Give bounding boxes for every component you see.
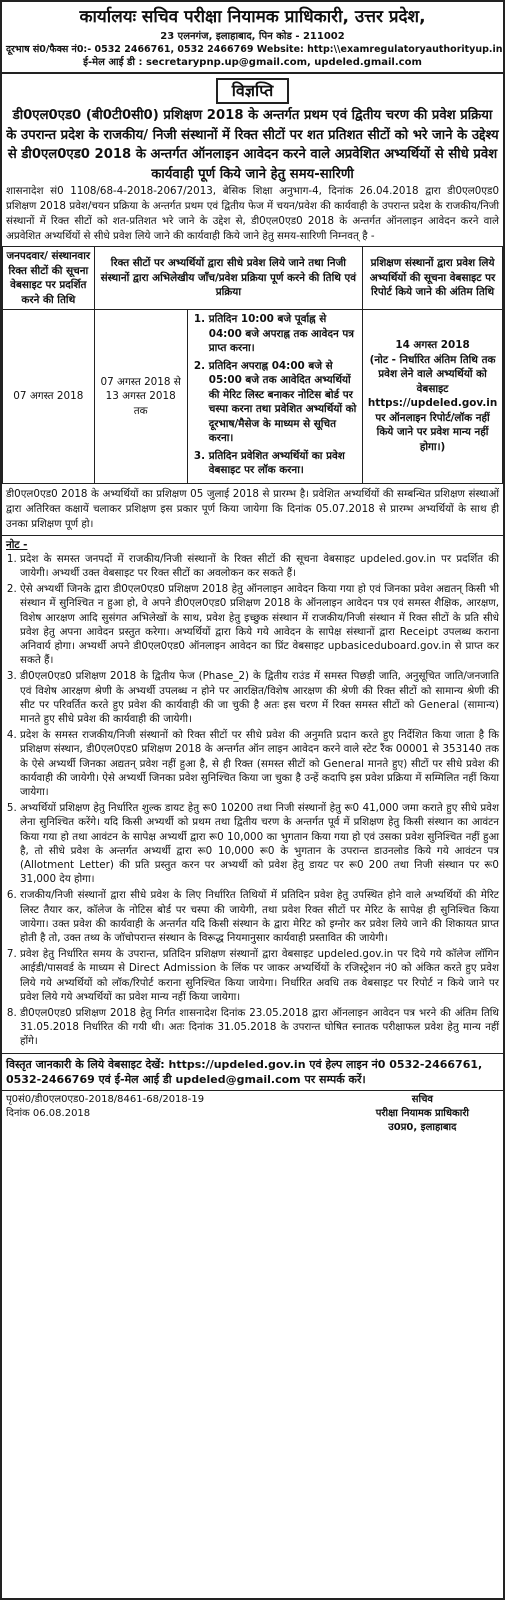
signatory-place: उ0प्र0, इलाहाबाद	[388, 1121, 457, 1133]
process-steps-list	[191, 312, 359, 478]
office-address: 23 एलनगंज, इलाहाबाद, पिन कोड - 211002	[160, 31, 345, 42]
note-item: 3. डी0एल0एड0 प्रशिक्षण 2018 के द्वितीय फेज (Phase_2) के द्वितीय राउंड में समस्त पिछड़ी जाति, अनुसूचित जाति/जनजाति एवं विशेष आरक्षण श्रेणी के अभ्यर्थी उपलब्ध न होने पर आरक्षित/विशेष आरक्षण की श्रेणी की रिक्त सीटों को सामान्य श्रेणी की सीट पर परिवर्तित करते हुए प्रवेश की कार्यवाही की जा चुकी है अतः इस चरण में रिक्त समस्त सीटों को General (सामान्य) मानते हुए सीधे प्रवेश की कार्यवाही की जायेगी।	[20, 669, 499, 726]
process-step: 3. प्रतिदिन प्रवेशित अभ्यर्थियों का प्रवेश वेबसाइट पर लॉक करना।	[209, 449, 359, 478]
header-report-date: प्रशिक्षण संस्थानों द्वारा प्रवेश लिये अभ्यर्थियों की सूचना वेबसाइट पर रिपोर्ट किये जाने की अंतिम तिथि	[363, 247, 503, 310]
email-line: ई-मेल आई डी : secretarypnp.up@gmail.com, updeled.gmail.com	[83, 57, 422, 68]
website-info: विस्तृत जानकारी के लिये वेबसाइट देखें: https://updeled.gov.in एवं हेल्प लाइन नं0 0532-2466761, 0532-2466769 एवं ई-मेल आई डी updeled@gmail.com पर सम्पर्क करें।	[2, 1053, 503, 1090]
contact-line: दूरभाष सं0/फैक्स नं0:- 0532 2466761, 0532 2466769 Website: http:\\examregulatoryauthorityup.in	[6, 44, 503, 55]
display-date-cell: 07 अगस्त 2018	[3, 310, 95, 484]
signatory-title: सचिव	[411, 1093, 433, 1105]
note-item: 8. डी0एल0एड0 प्रशिक्षण 2018 हेतु निर्गत शासनादेश दिनांक 23.05.2018 द्वारा ऑनलाइन आवेदन पत्र भरने की अंतिम तिथि 31.05.2018 निर्धारित की गयी थी। अतः दिनांक 31.05.2018 के उपरान्त घोषित स्नातक परीक्षाफल प्रवेश हेतु मान्य नहीं होंगे।	[20, 1006, 499, 1049]
process-step: 1. प्रतिदिन 10:00 बजे पूर्वाह्न से 04:00 बजे अपराह्न तक आवेदन पत्र प्राप्त करना।	[209, 312, 359, 356]
letterhead	[2, 2, 503, 74]
header-admission-process: रिक्त सीटों पर अभ्यर्थियों द्वारा सीधे प्रवेश लिये जाने तथा निजी संस्थानों द्वारा अभिलेखीय जाँच/प्रवेश प्रक्रिया पूर्ण करने की तिथि एवं प्रक्रिया	[94, 247, 362, 310]
issue-date: दिनांक 06.08.2018	[6, 1107, 91, 1119]
footer	[2, 1090, 503, 1137]
notice-title: विज्ञप्ति	[216, 78, 290, 104]
notes-section	[2, 536, 503, 1053]
process-step: 2. प्रतिदिन अपराह्न 04:00 बजे से 05:00 बजे तक आवेदित अभ्यर्थियों की मेरिट लिस्ट बनाकर नोटिस बोर्ड पर चस्पा करना तथा प्रवेशित अभ्यर्थियों को दूरभाष/मैसेज के माध्यम से सूचित करना।	[209, 359, 359, 446]
reference-number: पृ0सं0/डी0एल0एड0-2018/8461-68/2018-19	[6, 1093, 205, 1105]
note-item: 2. ऐसे अभ्यर्थी जिनके द्वारा डी0एल0एड0 प्रशिक्षण 2018 हेतु ऑनलाइन आवेदन किया गया हो एवं जिनका प्रवेश अद्यतन् किसी भी संस्थान में सुनिश्चित न हुआ हो, वे अपने डी0एल0एड0 प्रशिक्षण 2018 के ऑनलाइन आवेदन पत्र एवं समस्त शैक्षिक, आरक्षण, विशेष आरक्षण आदि सुसंगत अभिलेखों के साथ, प्रवेश हेतु इच्छुक संस्थान में राजकीय/निजी संस्थान में रिक्त सीटों के प्रति सीधे प्रवेश हेतु अपना आवेदन प्रस्तुत करेगा। अभ्यर्थियों द्वारा किये गये आवेदन के सापेक्ष संस्थानों द्वारा Receipt उपलब्ध कराना अनिवार्य होगा। अभ्यर्थी अपने डी0एल0एड0 ऑनलाइन आवेदन का प्रिंट वेबसाइट upbasiceduboard.gov.in से प्राप्त कर सकते हैं।	[20, 582, 499, 667]
note-item: 5. अभ्यर्थियों प्रशिक्षण हेतु निर्धारित शुल्क डायट हेतु रू0 10200 तथा निजी संस्थानों हेतु रू0 41,000 जमा कराते हुए सीधे प्रवेश लेना सुनिश्चित करेंगे। यदि किसी अभ्यर्थी को प्रथम तथा द्वितीय चरण के अन्तर्गत पूर्व में प्रशिक्षण हेतु किसी संस्थान का आवंटन किया गया हो तथा आवंटन के सापेक्ष अभ्यर्थी द्वारा रू0 10,000 का भुगतान किया गया हो एवं उसका प्रवेश सुनिश्चित नहीं हुआ है, तो सीधे प्रवेश के अन्तर्गत अभ्यर्थी द्वारा रू0 10,000 रू0 के भुगतान के उपरान्त डाउनलोड किये गये आवंटन पत्र (Allotment Letter) की प्रति प्रस्तुत करन पर अभ्यर्थी को प्रवेश हेतु डायट पर रू0 200 तथा निजी संस्थान पर रू0 31,000 देय होगा।	[20, 801, 499, 886]
note-item: 6. राजकीय/निजी संस्थानों द्वारा सीधे प्रवेश के लिए निर्धारित तिथियों में प्रतिदिन प्रवेश हेतु उपस्थित होने वाले अभ्यर्थियों की मेरिट लिस्ट तैयार कर, कॉलेज के नोटिस बोर्ड पर चस्पा की जायेगी, तथा प्रवेश रिक्त सीटों पर मेरिट के सापेक्ष ही सुनिश्चित किया जायेगा। उक्त प्रवेश की कार्यवाही के अन्तर्गत यदि किसी संस्थान के द्वारा मेरिट को इग्नोर कर प्रवेश लिये जाने की शिकायत प्राप्त होती है तो, उक्त तथ्य के जॉचोपरान्त संस्थान के विरूद्ध नियमानुसार कार्यवाही प्रस्तावित की जायेगी।	[20, 888, 499, 945]
schedule-header-row	[3, 247, 503, 310]
notes-list	[6, 552, 499, 1049]
admission-period-cell: 07 अगस्त 2018 से 13 अगस्त 2018 तक	[94, 310, 187, 484]
footer-left	[6, 1093, 204, 1135]
notice-title-box	[2, 78, 503, 104]
schedule-data-row	[3, 310, 503, 484]
report-date-cell	[363, 310, 503, 484]
report-note: (नोट - निर्धारित अंतिम तिथि तक प्रवेश लेने वाले अभ्यर्थियों को वेबसाइट https://updeled.gov.in पर ऑनलाइन रिपोर्ट/लॉक नहीं किये जाने पर प्रवेश मान्य नहीं होगा।)	[367, 353, 498, 453]
notice-subject: डी0एल0एड0 (बी0टी0सी0) प्रशिक्षण 2018 के अन्तर्गत प्रथम एवं द्वितीय चरण की प्रवेश प्रक्रिया के उपरान्त प्रदेश के राजकीय/ निजी संस्थानों में रिक्त सीटों पर शत प्रतिशत सीटों को भरे जाने के उद्देश्य से डी0एल0एड0 2018 के अन्तर्गत ऑनलाइन आवेदन करने वाले अप्रवेशित अभ्यर्थियों से सीधे प्रवेश कार्यवाही पूर्ण किये जाने हेतु समय-सारिणी	[6, 108, 499, 182]
signature-block	[376, 1093, 499, 1135]
note-item: 1. प्रदेश के समस्त जनपदों में राजकीय/निजी संस्थानों के रिक्त सीटों की सूचना वेबसाइट updeled.gov.in पर प्रदर्शित की जायेगी। अभ्यर्थी उक्त वेबसाइट पर रिक्त सीटों का अवलोकन कर सकते हैं।	[20, 552, 499, 580]
schedule-table	[2, 246, 503, 484]
note-item: 4. प्रदेश के समस्त राजकीय/निजी संस्थानों को रिक्त सीटों पर सीधे प्रवेश की अनुमति प्रदान करते हुए निर्देशित किया जाता है कि प्रशिक्षण संस्थान, डी0एल0एड0 प्रशिक्षण 2018 के अन्तर्गत ऑन लाइन आवेदन करने वाले स्टेट रैंक 00001 से 353140 तक के ऐसे अभ्यर्थी जिनका अद्यतन् प्रवेश नहीं हुआ है, से ही रिक्त (समस्त सीटों को General मानते हुए) सीटों पर सीधे प्रवेश की कार्यवाही की जायेगी। ऐसे अभ्यर्थी जिनका प्रवेश सुनिश्चित किया जा चुका है उन्हें कदापि इस प्रवेश प्रक्रिया में सम्मिलित नहीं किया जायेगा।	[20, 728, 499, 799]
intro-paragraph: शासनादेश सं0 1108/68-4-2018-2067/2013, बेसिक शिक्षा अनुभाग-4, दिनांक 26.04.2018 द्वारा डी0एल0एड0 प्रशिक्षण 2018 प्रवेश/चयन प्रक्रिया के अन्तर्गत प्रथम एवं द्वितीय फेज में चयन/प्रवेश की कार्यवाही के उपरान्त प्रदेश के राजकीय/निजी संस्थानों में रिक्त सीटों को शत-प्रतिशत भरे जाने के उद्देश से, डी0एल0एड0 2018 के अन्तर्गत ऑनलाइन आवेदन करने वाले अप्रवेशित अभ्यर्थियों से सीधे प्रवेश लिये जाने की कार्यवाही किये जाने हेतु समय-सारिणी निम्नवत् है -	[6, 185, 499, 242]
office-name: कार्यालयः सचिव परीक्षा नियामक प्राधिकारी, उत्तर प्रदेश,	[79, 7, 426, 27]
note-item: 7. प्रवेश हेतु निर्धारित समय के उपरान्त, प्रतिदिन प्रशिक्षण संस्थानों द्वारा वेबसाइट updeled.gov.in पर दिये गये कॉलेज लॉगिन आईडी/पासवर्ड के माध्यम से Direct Admission के लिंक पर जाकर अभ्यर्थियों के रजिस्ट्रेशन नं0 को अंकित करते हुए प्रवेश लिये गये अभ्यर्थियों को लॉक/रिपोर्ट कराना सुनिश्चित किया जायेगा। निर्धारित अवधि तक वेबसाइट पर रिपोर्ट न किये जाने पर प्रवेश लिये गये अभ्यर्थियों का प्रवेश मान्य नहीं किया जायेगा।	[20, 947, 499, 1004]
process-steps-cell	[187, 310, 362, 484]
report-date: 14 अगस्त 2018	[395, 339, 470, 352]
header-display-date: जनपदवार/ संस्थानवार रिक्त सीटों की सूचना वेबसाइट पर प्रदर्शित करने की तिथि	[3, 247, 95, 310]
notes-heading: नोट -	[6, 538, 28, 551]
signatory-org: परीक्षा नियामक प्राधिकारी	[375, 1107, 469, 1119]
training-start-paragraph: डी0एल0एड0 2018 के अभ्यर्थियों का प्रशिक्षण 05 जुलाई 2018 से प्रारम्भ है। प्रवेशित अभ्यर्थियों की सम्बन्धित प्रशिक्षण संस्थाओं द्वारा अतिरिक्त कक्षायें चलाकर प्रशिक्षण इस प्रकार पूर्ण किया जायेगा कि दिनांक 05.07.2018 से प्रारम्भ अभ्यर्थियों के साथ ही उनका प्रशिक्षण पूर्ण हो।	[2, 484, 503, 536]
